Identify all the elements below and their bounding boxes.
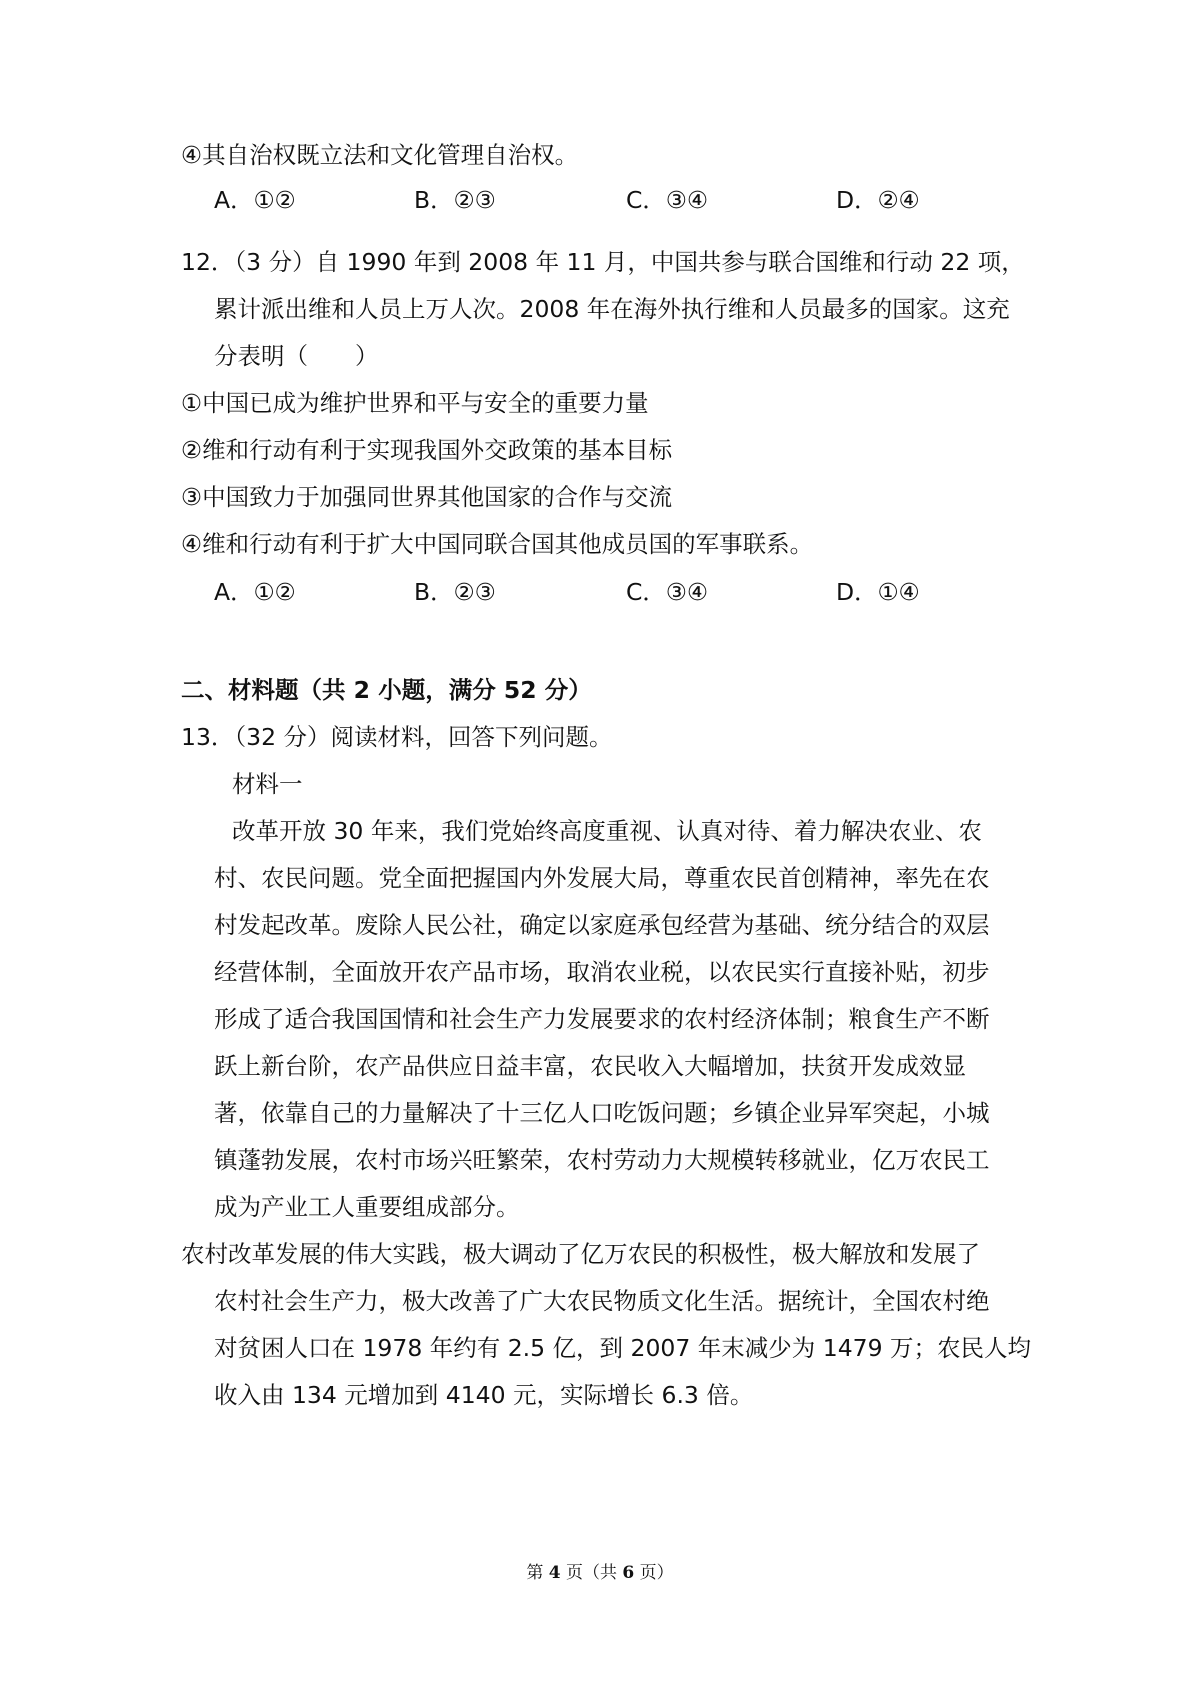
footer-middle: 页（共	[560, 1563, 623, 1583]
q11-option-a[interactable]: A．①②	[214, 186, 296, 214]
q12-statement-3: ③中国致力于加强同世界其他国家的合作与交流	[181, 483, 673, 511]
q11-option-b[interactable]: B．②③	[414, 186, 496, 214]
q12-option-b[interactable]: B．②③	[414, 578, 496, 606]
page-footer	[0, 1561, 1200, 1585]
q11-option-d[interactable]: D．②④	[836, 186, 920, 214]
footer-suffix: 页）	[634, 1563, 674, 1583]
q12-stem-line-2: 累计派出维和人员上万人次。2008 年在海外执行维和人员最多的国家。这充	[214, 295, 1010, 323]
q12-option-d[interactable]: D．①④	[836, 578, 920, 606]
q13-para1-line-6: 跃上新台阶，农产品供应日益丰富，农民收入大幅增加，扶贫开发成效显	[214, 1052, 966, 1080]
q13-para2-line-3: 对贫困人口在 1978 年约有 2.5 亿，到 2007 年末减少为 1479 万；农民人均	[214, 1334, 1032, 1362]
q13-para1-line-1: 改革开放 30 年来，我们党始终高度重视、认真对待、着力解决农业、农	[232, 817, 982, 845]
q12-statement-4: ④维和行动有利于扩大中国同联合国其他成员国的军事联系。	[181, 530, 814, 558]
q13-para2-line-1: 农村改革发展的伟大实践，极大调动了亿万农民的积极性，极大解放和发展了	[181, 1240, 980, 1268]
q12-stem-line-3: 分表明（ ）	[214, 342, 379, 370]
section-2-heading: 二、材料题（共 2 小题，满分 52 分）	[181, 676, 592, 704]
q13-para1-line-8: 镇蓬勃发展，农村市场兴旺繁荣，农村劳动力大规模转移就业，亿万农民工	[214, 1146, 990, 1174]
q13-material-label: 材料一	[232, 770, 303, 798]
q11-option-c[interactable]: C．③④	[626, 186, 709, 214]
q13-para2-line-4: 收入由 134 元增加到 4140 元，实际增长 6.3 倍。	[214, 1381, 754, 1409]
footer-page-number: 4	[548, 1563, 561, 1583]
q11-statement-4: ④其自治权既立法和文化管理自治权。	[181, 141, 579, 169]
q12-statement-1: ①中国已成为维护世界和平与安全的重要力量	[181, 389, 649, 417]
q12-option-a[interactable]: A．①②	[214, 578, 296, 606]
q13-para1-line-4: 经营体制，全面放开农产品市场，取消农业税，以农民实行直接补贴，初步	[214, 958, 990, 986]
q13-para1-line-2: 村、农民问题。党全面把握国内外发展大局，尊重农民首创精神，率先在农	[214, 864, 990, 892]
q12-stem-line-1: 12．（3 分）自 1990 年到 2008 年 11 月，中国共参与联合国维和行动 22 项，	[181, 248, 1025, 276]
q13-para1-line-5: 形成了适合我国国情和社会生产力发展要求的农村经济体制；粮食生产不断	[214, 1005, 990, 1033]
q13-intro: 13．（32 分）阅读材料，回答下列问题。	[181, 723, 613, 751]
q12-option-c[interactable]: C．③④	[626, 578, 709, 606]
q13-para1-line-3: 村发起改革。废除人民公社，确定以家庭承包经营为基础、统分结合的双层	[214, 911, 990, 939]
q13-para1-line-7: 著，依靠自己的力量解决了十三亿人口吃饭问题；乡镇企业异军突起，小城	[214, 1099, 990, 1127]
q13-para1-line-9: 成为产业工人重要组成部分。	[214, 1193, 520, 1221]
q12-statement-2: ②维和行动有利于实现我国外交政策的基本目标	[181, 436, 673, 464]
footer-total-pages: 6	[622, 1563, 635, 1583]
footer-prefix: 第	[526, 1563, 549, 1583]
q13-para2-line-2: 农村社会生产力，极大改善了广大农民物质文化生活。据统计，全国农村绝	[214, 1287, 990, 1315]
